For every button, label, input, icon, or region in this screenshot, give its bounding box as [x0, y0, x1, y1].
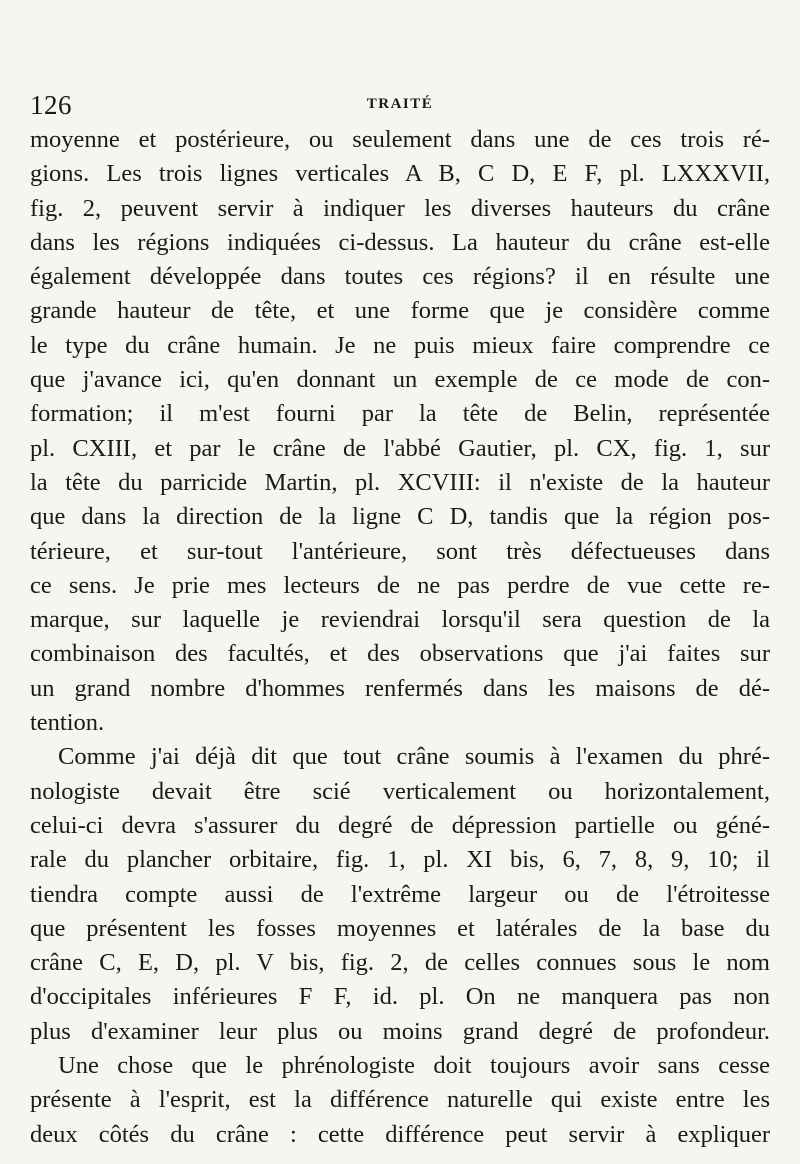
page-number: 126 [30, 90, 72, 120]
text-line: d'occipitales inférieures F F, id. pl. On ne manquera pas non [30, 983, 770, 1011]
text-line: la tête du parricide Martin, pl. XCVIII: il n'existe de la hauteur [30, 468, 770, 496]
paragraph-3 [30, 1049, 770, 1152]
text-line: pl. CXIII, et par le crâne de l'abbé Gautier, pl. CX, fig. 1, sur [30, 434, 770, 462]
running-head [30, 90, 770, 120]
text-line: dans les régions indiquées ci-dessus. La hauteur du crâne est-elle [30, 228, 770, 256]
text-line: Une chose que le phrénologiste doit toujours avoir sans cesse [58, 1052, 770, 1080]
text-line: nologiste devait être scié verticalement ou horizontalement, [30, 777, 770, 805]
text-line: plus d'examiner leur plus ou moins grand degré de profondeur. [30, 1017, 770, 1045]
text-line: crâne C, E, D, pl. V bis, fig. 2, de celles connues sous le nom [30, 949, 770, 977]
running-title: TRAITÉ [366, 96, 434, 112]
text-line: ce sens. Je prie mes lecteurs de ne pas perdre de vue cette re- [30, 571, 770, 599]
text-line: celui-ci devra s'assurer du degré de dépression partielle ou géné- [30, 811, 770, 839]
text-line: également développée dans toutes ces régions? il en résulte une [30, 263, 770, 291]
text-line: le type du crâne humain. Je ne puis mieux faire comprendre ce [30, 331, 770, 359]
text-line: fig. 2, peuvent servir à indiquer les diverses hauteurs du crâne [30, 194, 770, 222]
text-line: présente à l'esprit, est la différence naturelle qui existe entre les [30, 1086, 770, 1114]
text-line: tiendra compte aussi de l'extrême largeur ou de l'étroitesse [30, 880, 770, 908]
body-text [30, 123, 770, 1152]
text-line: grande hauteur de tête, et une forme que je considère comme [30, 297, 770, 325]
text-line: formation; il m'est fourni par la tête de Belin, représentée [30, 400, 770, 428]
text-line: marque, sur laquelle je reviendrai lorsqu'il sera question de la [30, 606, 770, 634]
text-line: Comme j'ai déjà dit que tout crâne soumis à l'examen du phré- [58, 743, 770, 771]
text-line: que présentent les fosses moyennes et latérales de la base du [30, 914, 770, 942]
text-line: combinaison des facultés, et des observations que j'ai faites sur [30, 640, 770, 668]
text-line: moyenne et postérieure, ou seulement dans une de ces trois ré- [30, 126, 770, 153]
text-line: un grand nombre d'hommes renfermés dans les maisons de dé- [30, 674, 770, 702]
text-line: rale du plancher orbitaire, fig. 1, pl. XI bis, 6, 7, 8, 9, 10; il [30, 846, 770, 874]
text-line: gions. Les trois lignes verticales A B, C D, E F, pl. LXXXVII, [30, 160, 770, 188]
text-line: tention. [30, 709, 105, 737]
paragraph-1 [30, 123, 770, 740]
text-line: que dans la direction de la ligne C D, tandis que la région pos- [30, 503, 770, 531]
paragraph-2 [30, 740, 770, 1049]
text-line: térieure, et sur-tout l'antérieure, sont très défectueuses dans [30, 537, 770, 565]
text-line: que j'avance ici, qu'en donnant un exemple de ce mode de con- [30, 366, 770, 394]
text-line: deux côtés du crâne : cette différence peut servir à expliquer [30, 1120, 770, 1148]
